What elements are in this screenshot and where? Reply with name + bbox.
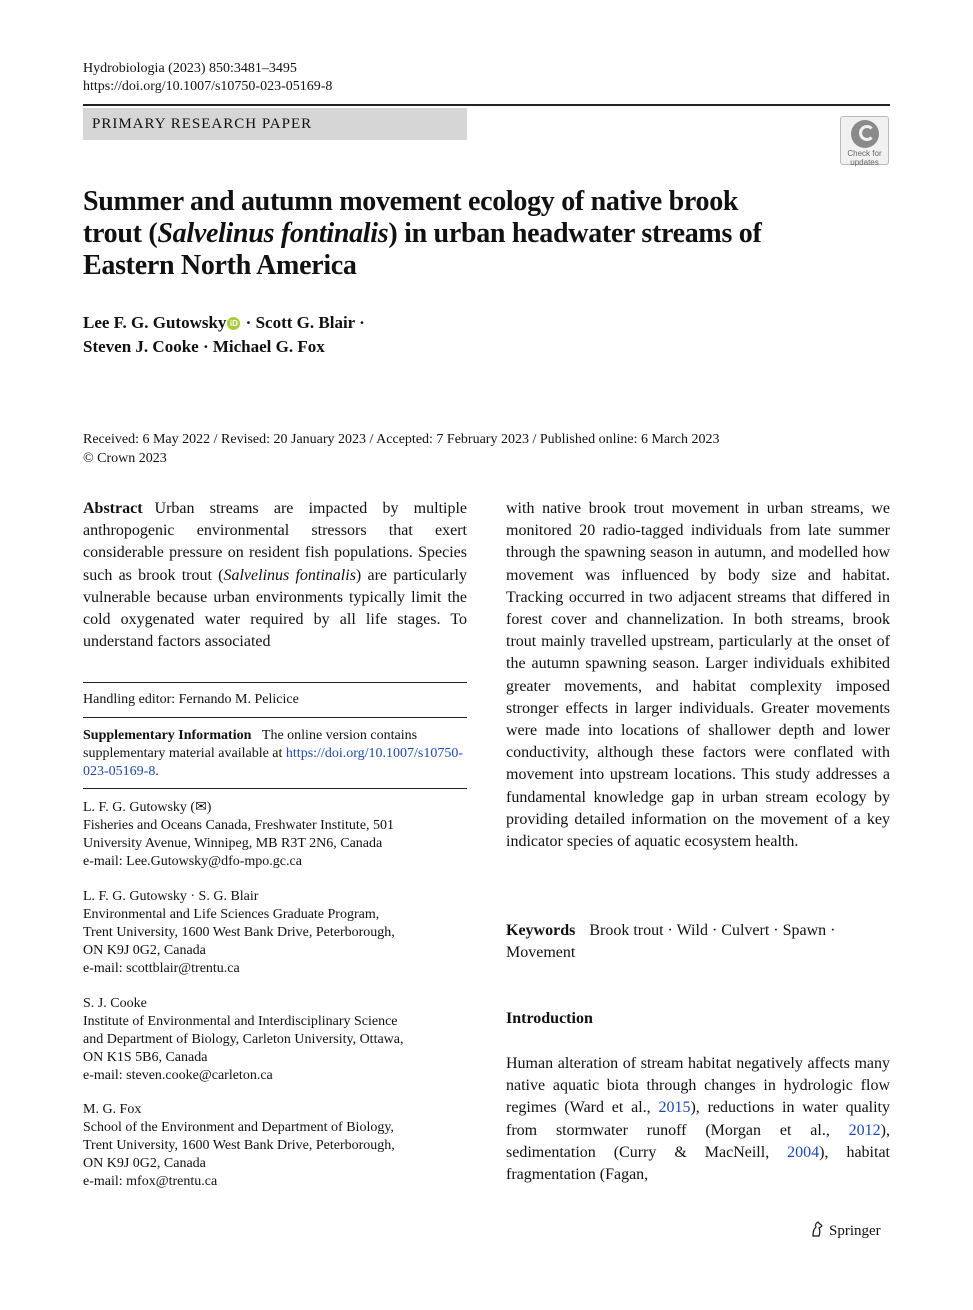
intro-t4: ), habitat fragmentation (Fagan, [506, 1143, 890, 1184]
supp-link[interactable]: https://doi.org/10.1007/s10750-023-05169-8 [83, 746, 464, 779]
affil4-line: ON K9J 0G2, Canada [83, 1156, 206, 1171]
publisher-name: Springer [829, 1223, 881, 1239]
paper-type-banner: PRIMARY RESEARCH PAPER [83, 108, 467, 140]
affil2-name: L. F. G. Gutowsky · S. G. Blair [83, 889, 259, 904]
publisher-mark [810, 1220, 881, 1242]
author-blair[interactable]: · Scott G. Blair · [245, 313, 365, 332]
introduction-text [506, 1053, 890, 1186]
citation-curry[interactable]: 2004 [787, 1143, 820, 1161]
doi-line[interactable]: https://doi.org/10.1007/s10750-023-05169-8 [83, 79, 333, 94]
footnote-rule-1 [83, 682, 467, 683]
supp-end: . [155, 764, 159, 779]
citation-morgan[interactable]: 2012 [848, 1121, 881, 1139]
check-for-updates-badge[interactable] [840, 116, 889, 165]
check-updates-icon [851, 120, 879, 148]
paper-title [83, 186, 803, 282]
springer-horse-icon [810, 1221, 824, 1237]
title-part2: ) in urban headwater streams of Eastern North America [83, 218, 762, 281]
author-list [83, 311, 683, 359]
header-rule [83, 104, 890, 106]
handling-editor: Handling editor: Fernando M. Pelicice [83, 692, 299, 707]
introduction-heading: Introduction [506, 1010, 593, 1027]
citation-ward[interactable]: 2015 [658, 1099, 691, 1117]
affil3-email[interactable]: e-mail: steven.cooke@carleton.ca [83, 1068, 273, 1083]
affil1-line: University Avenue, Winnipeg, MB R3T 2N6, Canada [83, 836, 383, 851]
supp-text: The online version contains supplementary material available at [83, 728, 418, 761]
affil4-line: Trent University, 1600 West Bank Drive, Peterborough, [83, 1138, 395, 1153]
affil2-line: Environmental and Life Sciences Graduate Program, [83, 907, 380, 922]
footnote-rule-2 [83, 717, 467, 718]
affil2-email[interactable]: e-mail: scottblair@trentu.ca [83, 961, 240, 976]
abstract-left [83, 498, 467, 653]
affil3-name: S. J. Cooke [83, 996, 147, 1011]
affil1-email[interactable]: e-mail: Lee.Gutowsky@dfo-mpo.gc.ca [83, 854, 302, 869]
affil1-name-line [83, 799, 467, 817]
supplementary-info [83, 727, 467, 781]
affil3-line: and Department of Biology, Carleton University, Ottawa, [83, 1032, 404, 1047]
affil3-line: ON K1S 5B6, Canada [83, 1050, 208, 1065]
abstract-text-b: ) are particularly vulnerable because urban environments typically limit the cold oxygenated water required by all life stages. To understand factors associated [83, 566, 467, 651]
keywords [506, 920, 890, 964]
keywords-label: Keywords [506, 922, 576, 939]
affil1-line: Fisheries and Oceans Canada, Freshwater Institute, 501 [83, 818, 395, 833]
affiliation-2 [83, 888, 467, 978]
affil4-line: School of the Environment and Department of Biology, [83, 1120, 394, 1135]
footnote-rule-3 [83, 788, 467, 789]
intro-t2: ), reductions in water quality from stormwater runoff (Morgan et al., [506, 1099, 890, 1139]
author-cooke-fox[interactable]: Steven J. Cooke · Michael G. Fox [83, 337, 325, 356]
dates-line: Received: 6 May 2022 / Revised: 20 January 2023 / Accepted: 7 February 2023 / Published online: 6 March 2023 [83, 432, 720, 447]
envelope-icon[interactable]: ✉ [195, 800, 207, 815]
publication-dates [83, 430, 890, 468]
affil2-line: ON K9J 0G2, Canada [83, 943, 206, 958]
abstract-text-a: Urban streams are impacted by multiple anthropogenic environmental stressors that exert considerable pressure on resident fish populations. Species such as brook trout ( [83, 500, 467, 584]
affiliation-3 [83, 995, 467, 1085]
title-part1: Summer and autumn movement ecology of native brook trout ( [83, 186, 739, 249]
affiliation-1 [83, 799, 467, 871]
affil2-line: Trent University, 1600 West Bank Drive, Peterborough, [83, 925, 395, 940]
affil4-email[interactable]: e-mail: mfox@trentu.ca [83, 1174, 218, 1189]
affil3-line: Institute of Environmental and Interdisciplinary Science [83, 1014, 398, 1029]
abstract-label: Abstract [83, 500, 143, 517]
check-badge-line1: Check for [847, 149, 882, 158]
supp-label: Supplementary Information [83, 728, 252, 743]
intro-t1: Human alteration of stream habitat negatively affects many native aquatic biota through changes in hydrologic flow regimes (Ward et al., [506, 1055, 890, 1117]
journal-citation: Hydrobiologia (2023) 850:3481–3495 [83, 61, 297, 76]
intro-t3: ), sedimentation (Curry & MacNeill, [506, 1121, 890, 1161]
copyright-line: © Crown 2023 [83, 451, 167, 466]
keywords-text: Brook trout · Wild · Culvert · Spawn · Movement [506, 922, 836, 962]
abstract-species: Salvelinus fontinalis [223, 566, 356, 584]
title-species: Salvelinus fontinalis [157, 218, 389, 249]
abstract-right: with native brook trout movement in urban streams, we monitored 20 radio-tagged individuals from late summer through the spawning season in autumn, and modelled how movement was influenced by body size and habitat. Tracking occurred in two adjacent streams that differed in forest cover and channelization. In both streams, brook trout mainly travelled upstream, particularly at the onset of the autumn spawning season. Larger individuals exhibited greater movements, and habitat complexity imposed stronger effects in larger individuals. Greater movements were made into locations of shallower depth and lower conductivity, although these factors were conflated with movement into upstream locations. This study addresses a fundamental knowledge gap in urban stream ecology by providing detailed information on the movement of a key indicator species of aquatic ecosystem health. [506, 500, 890, 851]
affil4-name: M. G. Fox [83, 1102, 142, 1117]
affil1-name: L. F. G. Gutowsky ( [83, 800, 196, 815]
orcid-icon[interactable]: iD [227, 317, 240, 330]
author-gutowsky[interactable]: Lee F. G. Gutowsky [83, 313, 227, 332]
affiliation-4 [83, 1101, 467, 1191]
affil1-close: ) [206, 800, 212, 815]
check-badge-line2: updates [850, 158, 879, 167]
